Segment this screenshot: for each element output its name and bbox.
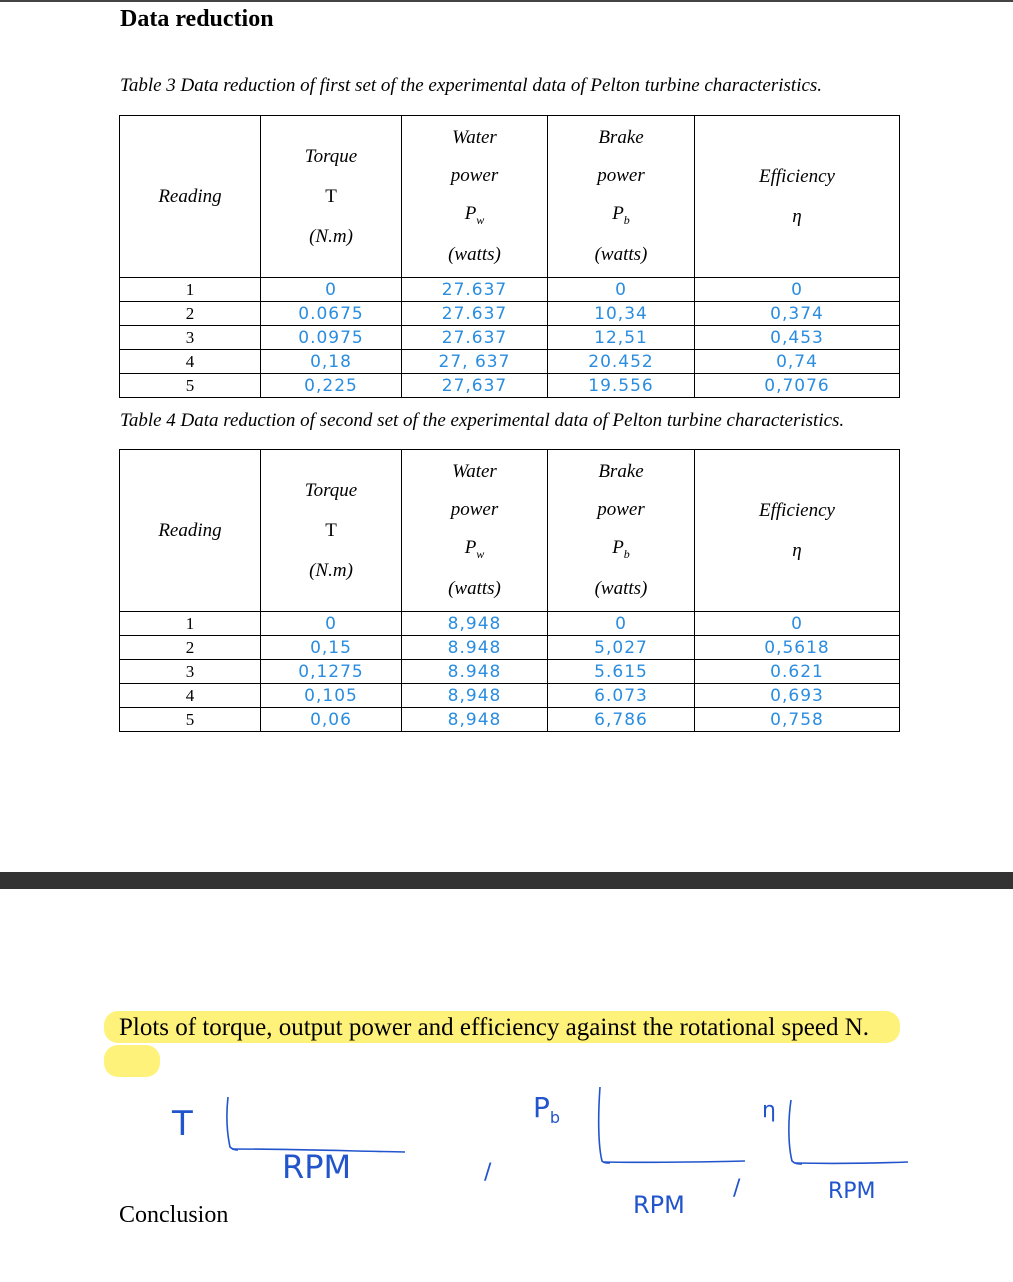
cell-brake-power: 6.073 [548, 684, 695, 708]
plot1-y-label: T [172, 1104, 193, 1144]
plot2-x-label: RPM [633, 1191, 685, 1219]
table4-header-row [120, 450, 900, 612]
cell-efficiency: 0.621 [695, 660, 900, 684]
cell-efficiency: 0,7076 [695, 374, 900, 398]
plot3-y-axis [789, 1100, 802, 1164]
cell-torque: 0,225 [261, 374, 402, 398]
header-water-power: Water power $P_w$ (watts) [402, 116, 548, 278]
cell-efficiency: 0,758 [695, 708, 900, 732]
table3-header-row [120, 116, 900, 278]
cell-reading: 5 [120, 708, 261, 732]
plot3-x-axis [795, 1162, 908, 1163]
cell-water-power: 27.637 [402, 278, 548, 302]
table3-caption: Table 3 Data reduction of first set of the experimental data of Pelton turbine characteristics. [120, 75, 823, 96]
plot1-x-label: RPM [282, 1148, 352, 1186]
table-row [120, 660, 900, 684]
cell-efficiency: 0,5618 [695, 636, 900, 660]
plots-instruction: Plots of torque, output power and efficiency against the rotational speed N. [119, 1014, 870, 1041]
sketch-plot-torque [227, 1097, 405, 1152]
cell-water-power: 8.948 [402, 660, 548, 684]
cell-torque: 0,105 [261, 684, 402, 708]
table-row [120, 636, 900, 660]
cell-reading: 1 [120, 278, 261, 302]
cell-reading: 4 [120, 684, 261, 708]
header-reading: Reading [120, 116, 261, 278]
header-reading: Reading [120, 450, 261, 612]
table-row [120, 350, 900, 374]
cell-torque: 0,1275 [261, 660, 402, 684]
sketch-plot-efficiency [789, 1100, 908, 1164]
page-break-bar [0, 872, 1013, 889]
cell-reading: 2 [120, 636, 261, 660]
cell-efficiency: 0,693 [695, 684, 900, 708]
plot2-y-axis [599, 1087, 610, 1163]
header-torque: Torque T (N.m) [261, 450, 402, 612]
top-rule [0, 0, 1013, 2]
table-row [120, 374, 900, 398]
cell-torque: 0.0675 [261, 302, 402, 326]
cell-water-power: 8,948 [402, 612, 548, 636]
cell-water-power: 27, 637 [402, 350, 548, 374]
cell-torque: 0,18 [261, 350, 402, 374]
plot2-x-axis [604, 1161, 745, 1162]
highlight-line-2 [104, 1045, 160, 1077]
cell-efficiency: 0,374 [695, 302, 900, 326]
cell-water-power: 8,948 [402, 708, 548, 732]
table-row [120, 326, 900, 350]
table4-caption: Table 4 Data reduction of second set of the experimental data of Pelton turbine characteristics. [120, 410, 845, 431]
cell-brake-power: 0 [548, 278, 695, 302]
cell-reading: 3 [120, 326, 261, 350]
cell-efficiency: 0,74 [695, 350, 900, 374]
cell-brake-power: 6,786 [548, 708, 695, 732]
cell-water-power: 27.637 [402, 302, 548, 326]
conclusion-heading: Conclusion [119, 1202, 229, 1228]
sketch-plot-brake-power [599, 1087, 745, 1163]
table3 [119, 115, 900, 398]
cell-efficiency: 0,453 [695, 326, 900, 350]
cell-water-power: 8.948 [402, 636, 548, 660]
cell-torque: 0,15 [261, 636, 402, 660]
cell-torque: 0.0975 [261, 326, 402, 350]
cell-brake-power: 5,027 [548, 636, 695, 660]
header-efficiency: Efficiency η [695, 116, 900, 278]
cell-brake-power: 20.452 [548, 350, 695, 374]
cell-water-power: 8,948 [402, 684, 548, 708]
table-row [120, 278, 900, 302]
cell-reading: 4 [120, 350, 261, 374]
cell-efficiency: 0 [695, 612, 900, 636]
header-water-power: Water power $P_w$ (watts) [402, 450, 548, 612]
cell-water-power: 27.637 [402, 326, 548, 350]
cell-brake-power: 19.556 [548, 374, 695, 398]
cell-brake-power: 0 [548, 612, 695, 636]
cell-reading: 1 [120, 612, 261, 636]
cell-brake-power: 5.615 [548, 660, 695, 684]
header-efficiency: Efficiency η [695, 450, 900, 612]
cell-water-power: 27,637 [402, 374, 548, 398]
cell-torque: 0,06 [261, 708, 402, 732]
cell-efficiency: 0 [695, 278, 900, 302]
header-torque: Torque T (N.m) [261, 116, 402, 278]
cell-reading: 5 [120, 374, 261, 398]
cell-reading: 3 [120, 660, 261, 684]
cell-torque: 0 [261, 612, 402, 636]
plot3-x-label: RPM [828, 1179, 876, 1204]
plot3-y-label: η [762, 1098, 776, 1123]
table-row [120, 612, 900, 636]
plot1-y-axis [227, 1097, 238, 1150]
sketch-separator-2: / [733, 1176, 741, 1201]
header-brake-power: Brake power $P_b$ (watts) [548, 450, 695, 612]
cell-torque: 0 [261, 278, 402, 302]
table-row [120, 708, 900, 732]
header-brake-power: Brake power $P_b$ (watts) [548, 116, 695, 278]
table-row [120, 302, 900, 326]
sketch-separator-1: / [484, 1160, 492, 1185]
table4 [119, 449, 900, 732]
cell-reading: 2 [120, 302, 261, 326]
plot2-y-label: $P_b$ [533, 1091, 561, 1127]
section-heading: Data reduction [120, 6, 274, 32]
cell-brake-power: 10,34 [548, 302, 695, 326]
table-row [120, 684, 900, 708]
cell-brake-power: 12,51 [548, 326, 695, 350]
